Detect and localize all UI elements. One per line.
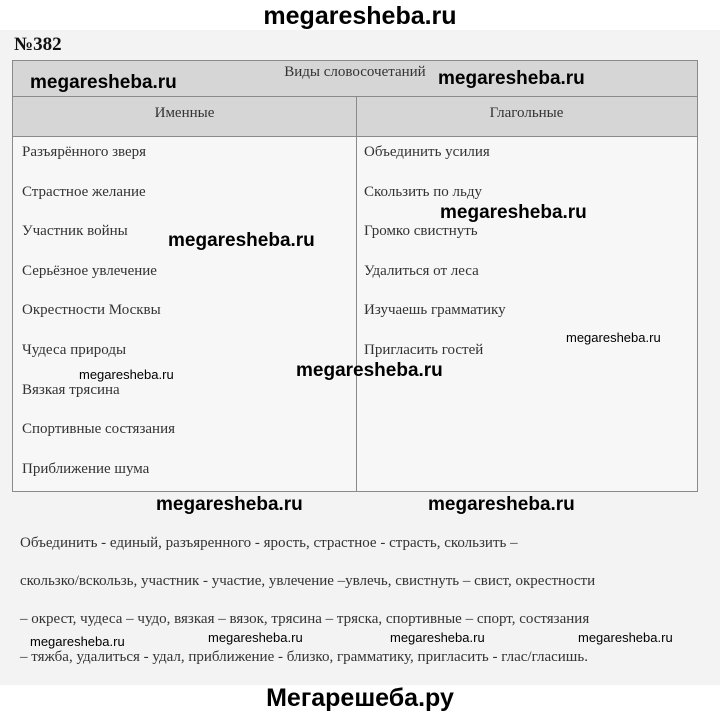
list-item: Удалиться от леса — [364, 262, 479, 279]
spelling-explanation — [20, 532, 696, 684]
list-item: Страстное желание — [22, 183, 146, 200]
watermark: megaresheba.ru — [440, 202, 587, 223]
watermark: megaresheba.ru — [30, 72, 177, 93]
list-item: Участник войны — [22, 223, 128, 240]
list-item: Приближение шума — [22, 460, 150, 477]
list-item: Пригласить гостей — [364, 341, 484, 358]
watermark: megaresheba.ru — [428, 494, 575, 515]
column-divider — [356, 97, 357, 492]
list-item: Чудеса природы — [22, 341, 127, 358]
list-item: Громко свистнуть — [364, 223, 478, 240]
table-header-row — [13, 97, 697, 137]
watermark: megaresheba.ru — [390, 630, 485, 645]
watermark: megaresheba.ru — [79, 367, 174, 382]
watermark: megaresheba.ru — [438, 68, 585, 89]
watermark: megaresheba.ru — [30, 634, 125, 649]
watermark: megaresheba.ru — [566, 330, 661, 345]
table-title: Виды словосочетаний — [13, 61, 697, 97]
task-number: №382 — [14, 34, 62, 55]
watermark: megaresheba.ru — [578, 630, 673, 645]
watermark: megaresheba.ru — [168, 230, 315, 251]
list-item: Разъярённого зверя — [22, 144, 147, 160]
explanation-line: скользко/вскользь, участник - участие, увлечение –увлечь, свистнуть – свист, окрестности — [20, 573, 596, 589]
watermark: megaresheba.ru — [156, 494, 303, 515]
explanation-line: – тяжба, удалиться - удал, приближение - близко, грамматику, пригласить - глас/гласишь. — [20, 649, 588, 665]
header-verbal: Глагольные — [489, 105, 564, 121]
verbal-list — [364, 141, 506, 379]
list-item: Скользить по льду — [364, 183, 482, 200]
explanation-line: – окрест, чудеса – чудо, вязкая – вязок, трясина – тряска, спортивные – спорт, состязания — [20, 611, 590, 627]
watermark: megaresheba.ru — [208, 630, 303, 645]
word-combinations-table — [12, 60, 698, 492]
watermark: megaresheba.ru — [296, 360, 443, 381]
site-footer: Мегарешеба.ру — [266, 684, 454, 712]
list-item: Спортивные состязания — [22, 421, 175, 438]
explanation-line: Объединить - единый, разъяренного - ярость, страстное - страсть, скользить – — [20, 535, 518, 551]
nominal-list — [22, 141, 175, 497]
list-item: Объединить усилия — [364, 144, 490, 160]
site-header: megaresheba.ru — [263, 2, 457, 30]
list-item: Вязкая трясина — [22, 381, 120, 398]
list-item: Окрестности Москвы — [22, 302, 161, 319]
list-item: Серьёзное увлечение — [22, 262, 157, 279]
header-nominal: Именные — [154, 105, 215, 121]
list-item: Изучаешь грамматику — [364, 302, 506, 319]
